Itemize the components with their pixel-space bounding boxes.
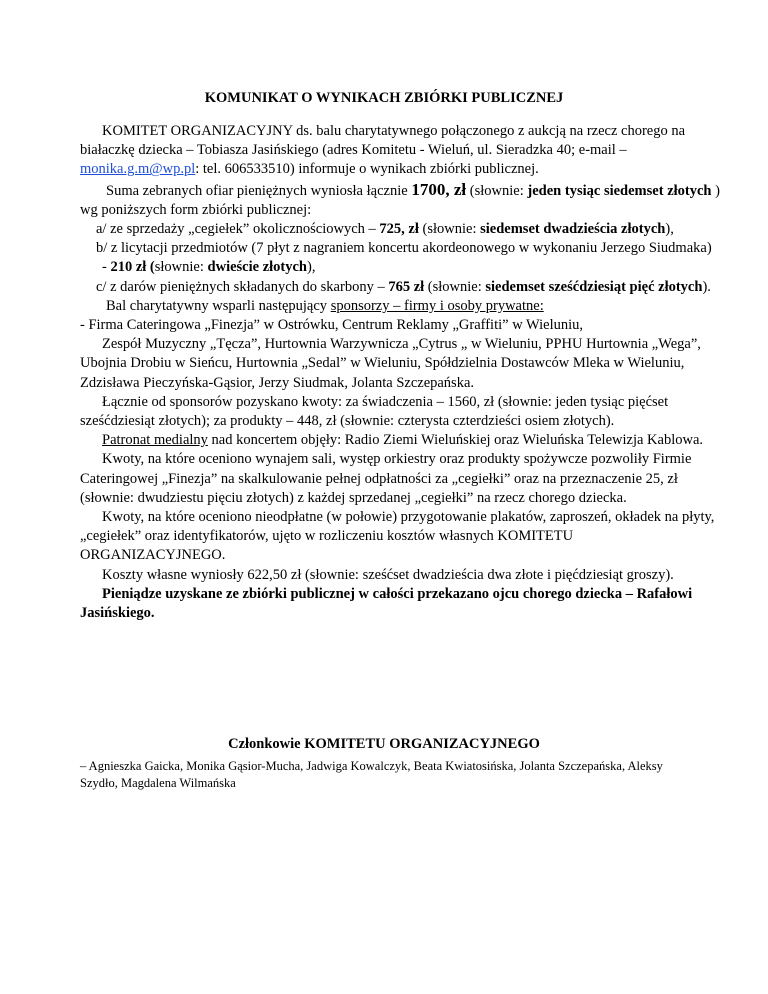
sponsors-totals: Łącznie od sponsorów pozyskano kwoty: za świadczenia – 1560, zł (słownie: jeden tysiąc pięćset sześćdziesiąt złotych); za produkty – 448, zł (słownie: czterysta czterdzieści osiem złotych). (80, 393, 669, 430)
item-text-mid: (słownie: (418, 221, 481, 238)
sum-paragraph (80, 180, 720, 220)
item-text: b/ z licytacji przedmiotów (7 płyt z nagraniem koncertu akordeonowego w wykonaniu Jerzego Siudmaka) - (96, 240, 712, 276)
item-amount: 725, zł (379, 221, 419, 238)
item-text-mid: (słownie: (424, 278, 486, 295)
sum-amount: 1700, zł (411, 179, 467, 199)
document-title: KOMUNIKAT O WYNIKACH ZBIÓRKI PUBLICZNEJ (204, 90, 564, 106)
list-item (80, 239, 720, 277)
item-suffix: ). (702, 278, 711, 295)
document-body (80, 122, 720, 623)
item-words: siedemset sześćdziesiąt pięć złotych (485, 278, 703, 295)
paragraph-own-costs: Koszty własne wyniosły 622,50 zł (słownie: sześćset dwadzieścia dwa złote i pięćdziesiąt groszy). (102, 566, 674, 583)
closing-paragraph: Pieniądze uzyskane ze zbiórki publicznej w całości przekazano ojcu chorego dziecka – Rafałowi Jasińskiego. (80, 585, 693, 622)
patronage-text: nad koncertem objęły: Radio Ziemi Wieluńskiej oraz Wieluńska Telewizja Kablowa. (207, 432, 704, 449)
list-item (80, 278, 720, 297)
item-words: dwieście złotych (207, 259, 307, 276)
patronage-paragraph (80, 431, 720, 450)
paragraph-costs-free: Kwoty, na które oceniono nieodpłatne (w połowie) przygotowanie plakatów, zaproszeń, okładek na płyty, „cegiełek” oraz identyfikatorów, ujęto w rozliczeniu kosztów własnych KOMITETU ORGANIZACYJNEGO. (80, 509, 715, 564)
sponsors-intro (80, 297, 720, 316)
item-text: a/ ze sprzedaży „cegiełek” okolicznościowych – (96, 221, 380, 238)
sponsors-list: Zespół Muzyczny „Tęcza”, Hurtownia Warzywnicza „Cytrus „ w Wieluniu, PPHU Hurtownia „Wega”, Ubojnia Drobiu w Sieńcu, Hurtownia „Sedal” w Wieluniu, Spółdzielnia Dostawców Mleka w Wieluniu, Zdzisława Pieczyńska-Gąsior, Jerzy Siudmak, Jolanta Szczepańska. (80, 336, 701, 391)
sum-text-3: ) wg poniższych form zbiórki publicznej: (80, 182, 720, 218)
intro-text: KOMITET ORGANIZACYJNY ds. balu charytatywnego połączonego z aukcją na rzecz chorego na białaczkę dziecka – Tobiasza Jasińskiego (adres Komitetu - Wieluń, ul. Sieradzka 40; e-mail – (80, 123, 686, 159)
sponsors-heading: sponsorzy – firmy i osoby prywatne: (330, 297, 544, 314)
sponsors-intro-text: Bal charytatywny wsparli następujący (106, 297, 331, 314)
members-list: – Agnieszka Gaicka, Monika Gąsior-Mucha, Jadwiga Kowalczyk, Beata Kwiatosińska, Jolanta Szczepańska, Aleksy Szydło, Magdalena Wilmańska (80, 759, 663, 790)
sum-text: Suma zebranych ofiar pieniężnych wyniosła łącznie (106, 182, 412, 199)
intro-text-end: : tel. 606533510) informuje o wynikach zbiórki publicznej. (195, 161, 539, 178)
item-amount: 765 zł (388, 278, 425, 295)
list-item (80, 220, 720, 239)
sum-words: jeden tysiąc siedemset złotych (527, 182, 712, 199)
sum-text-2: (słownie: (466, 182, 528, 199)
item-suffix: ), (665, 221, 674, 238)
paragraph-catering: Kwoty, na które oceniono wynajem sali, występ orkiestry oraz produkty spożywcze pozwoliły Firmie Cateringowej „Finezja” na skalkulowanie pełnej odpłatności za „cegiełki” oraz na przeznaczenie 25, zł (słownie: dwudziestu pięciu złotych) z każdej sprzedanej „cegiełki” na rzecz chorego dziecka. (80, 451, 692, 506)
item-text: c/ z darów pieniężnych składanych do skarbony – (96, 278, 389, 295)
patronage-heading: Patronat medialny (102, 432, 208, 449)
intro-paragraph (80, 122, 720, 180)
item-amount: 210 zł ( (110, 259, 155, 276)
email-link[interactable]: monika.g.m@wp.pl (80, 161, 196, 178)
sponsors-line: - Firma Cateringowa „Finezja” w Ostrówku, Centrum Reklamy „Graffiti” w Wieluniu, (80, 317, 584, 334)
item-words: siedemset dwadzieścia złotych (480, 221, 666, 238)
item-text-mid: słownie: (154, 259, 208, 276)
members-title: Członkowie KOMITETU ORGANIZACYJNEGO (228, 736, 540, 752)
item-suffix: ), (307, 259, 316, 276)
